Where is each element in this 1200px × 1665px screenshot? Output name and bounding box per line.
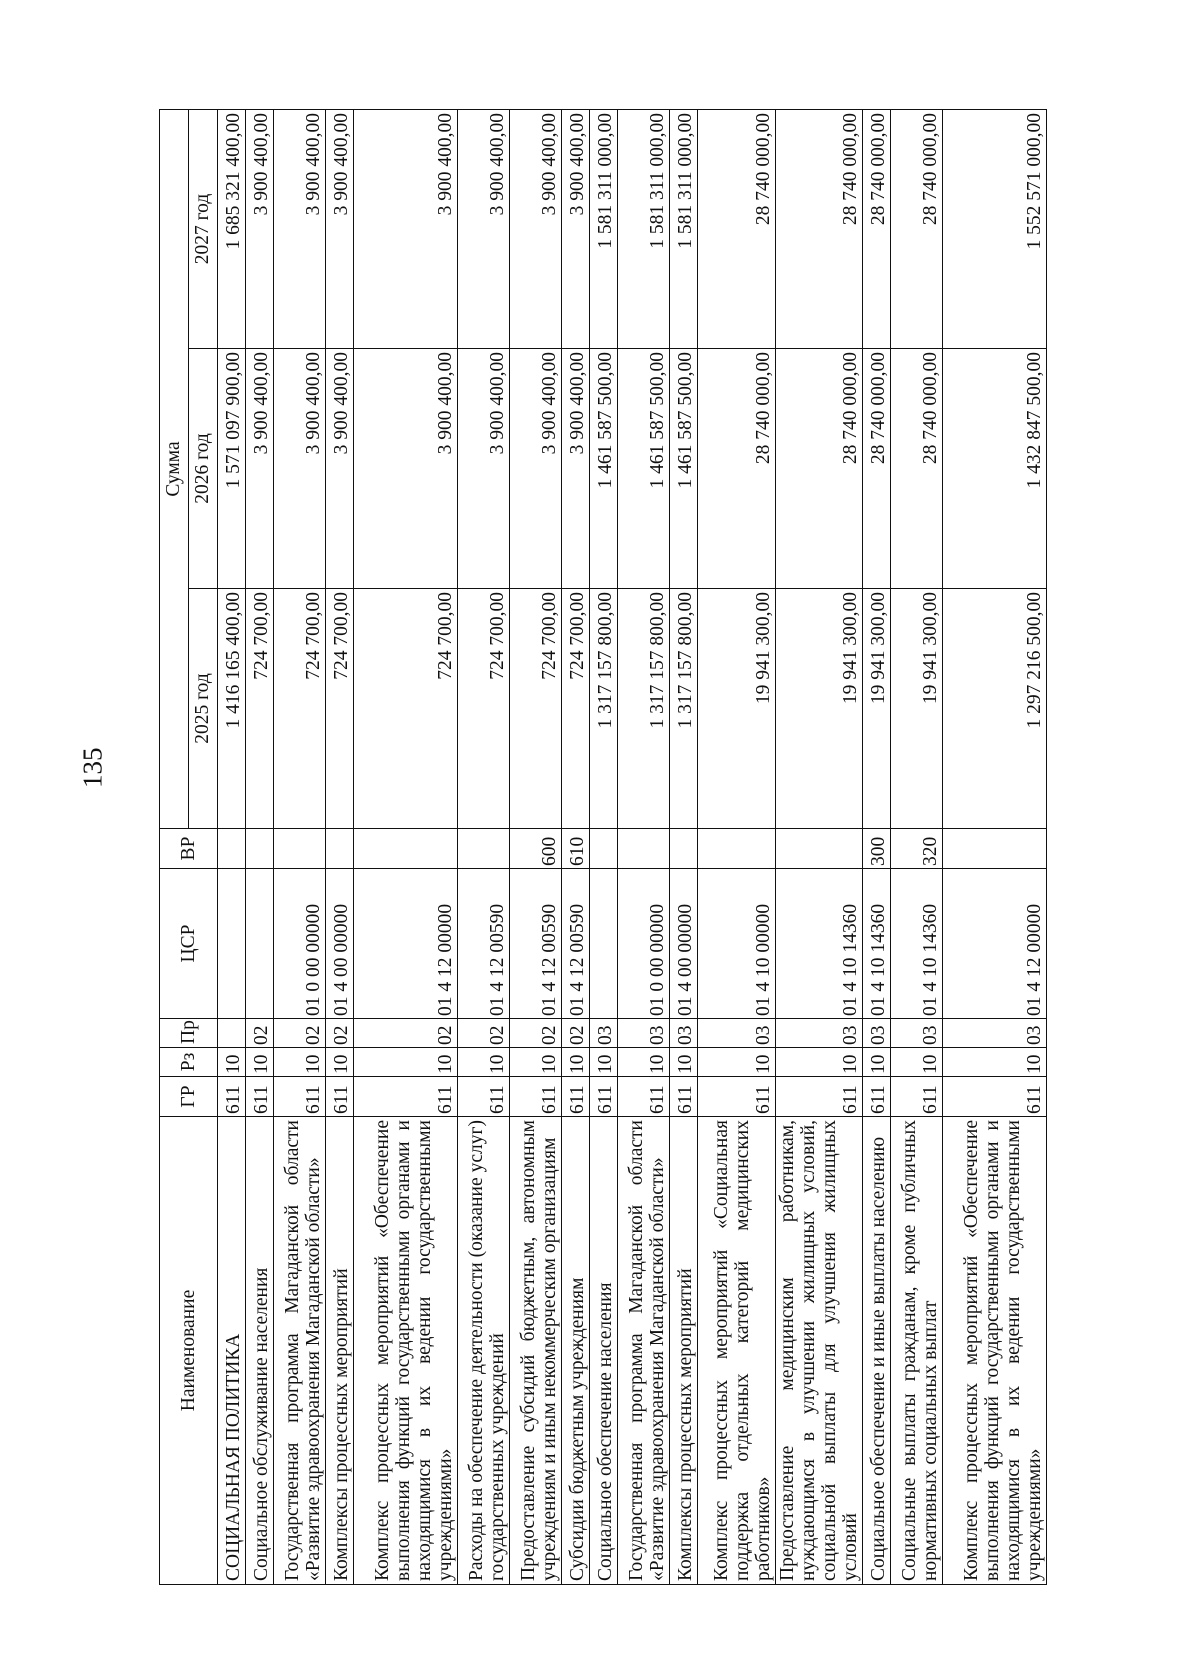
cell-pr [218,1019,246,1048]
cell-gr: 611 [510,1077,562,1117]
cell-rz: 10 [776,1048,863,1077]
cell-gr: 611 [274,1077,326,1117]
cell-name: Комплекс процессных мероприятий «Обеспечение выполнения функций государственными органами и находящимися в их ведении государственными учреждениями» [354,1117,458,1585]
cell-2025: 724 700,00 [562,589,590,829]
cell-2027: 3 900 400,00 [246,109,274,348]
header-vr: ВР [160,829,218,869]
cell-2025: 1 297 216 500,00 [943,589,1047,829]
table-row [510,109,562,1584]
cell-csr: 01 4 10 14360 [776,869,863,1019]
cell-vr [776,829,863,869]
cell-name: Социальное обеспечение населения [590,1117,618,1585]
table-row [354,109,458,1584]
cell-2026: 28 740 000,00 [891,349,943,589]
cell-gr: 611 [590,1077,618,1117]
cell-2025: 19 941 300,00 [891,589,943,829]
cell-vr [218,829,246,869]
cell-rz: 10 [246,1048,274,1077]
cell-vr: 600 [510,829,562,869]
cell-2025: 724 700,00 [458,589,510,829]
budget-table [159,109,1047,1585]
table-row [943,109,1047,1584]
cell-gr: 611 [326,1077,354,1117]
cell-gr: 611 [354,1077,458,1117]
cell-gr: 611 [458,1077,510,1117]
table-row [218,109,246,1584]
cell-rz: 10 [863,1048,891,1077]
cell-gr: 611 [863,1077,891,1117]
cell-2026: 3 900 400,00 [274,349,326,589]
table-row [618,109,670,1584]
cell-2027: 3 900 400,00 [274,109,326,348]
cell-name: Социальное обеспечение и иные выплаты населению [863,1117,891,1585]
cell-2026: 3 900 400,00 [326,349,354,589]
cell-pr: 03 [776,1019,863,1048]
cell-gr: 611 [246,1077,274,1117]
cell-2027: 1 552 571 000,00 [943,109,1047,348]
cell-2025: 1 317 157 800,00 [590,589,618,829]
cell-rz: 10 [354,1048,458,1077]
cell-name: Социальное обслуживание населения [246,1117,274,1585]
cell-csr: 01 4 12 00000 [354,869,458,1019]
cell-pr: 03 [670,1019,698,1048]
cell-2027: 3 900 400,00 [354,109,458,348]
header-gr: ГР [160,1077,218,1117]
cell-rz: 10 [274,1048,326,1077]
cell-pr: 02 [246,1019,274,1048]
cell-2026: 1 461 587 500,00 [670,349,698,589]
cell-rz: 10 [698,1048,776,1077]
cell-name: Государственная программа Магаданской области «Развитие здравоохранения Магаданской области» [618,1117,670,1585]
cell-csr: 01 0 00 00000 [618,869,670,1019]
cell-2025: 19 941 300,00 [698,589,776,829]
cell-rz: 10 [458,1048,510,1077]
cell-rz: 10 [510,1048,562,1077]
cell-csr: 01 4 10 14360 [863,869,891,1019]
header-year-2025: 2025 год [189,589,218,829]
cell-name: Субсидии бюджетным учреждениям [562,1117,590,1585]
header-year-2026: 2026 год [189,349,218,589]
cell-pr: 02 [354,1019,458,1048]
cell-2025: 724 700,00 [246,589,274,829]
cell-csr: 01 4 12 00590 [510,869,562,1019]
cell-rz: 10 [891,1048,943,1077]
cell-vr [274,829,326,869]
cell-2025: 724 700,00 [326,589,354,829]
cell-2025: 19 941 300,00 [863,589,891,829]
cell-name: Расходы на обеспечение деятельности (оказание услуг) государственных учреждений [458,1117,510,1585]
cell-2027: 3 900 400,00 [326,109,354,348]
cell-csr: 01 4 00 00000 [326,869,354,1019]
table-header [160,109,218,1584]
cell-vr: 320 [891,829,943,869]
cell-2026: 28 740 000,00 [698,349,776,589]
cell-pr: 02 [562,1019,590,1048]
cell-vr [618,829,670,869]
cell-rz: 10 [326,1048,354,1077]
cell-rz: 10 [943,1048,1047,1077]
cell-csr [218,869,246,1019]
cell-gr: 611 [698,1077,776,1117]
cell-pr: 03 [618,1019,670,1048]
cell-2025: 1 416 165 400,00 [218,589,246,829]
table-row [863,109,891,1584]
cell-2026: 3 900 400,00 [354,349,458,589]
cell-pr: 03 [943,1019,1047,1048]
cell-2027: 28 740 000,00 [776,109,863,348]
cell-csr [246,869,274,1019]
cell-2027: 28 740 000,00 [863,109,891,348]
cell-rz: 10 [590,1048,618,1077]
cell-name: Комплекс процессных мероприятий «Обеспечение выполнения функций государственными органами и находящимися в их ведении государственными учреждениями» [943,1117,1047,1585]
header-name: Наименование [160,1117,218,1585]
cell-vr: 610 [562,829,590,869]
header-year-2027: 2027 год [189,109,218,348]
table-row [458,109,510,1584]
header-pr: Пр [160,1019,218,1048]
header-rz: Рз [160,1048,218,1077]
cell-2027: 1 581 311 000,00 [618,109,670,348]
cell-pr: 02 [458,1019,510,1048]
table-row [590,109,618,1584]
cell-rz: 10 [670,1048,698,1077]
cell-csr [590,869,618,1019]
cell-pr: 03 [891,1019,943,1048]
cell-2025: 1 317 157 800,00 [618,589,670,829]
cell-rz: 10 [562,1048,590,1077]
cell-vr [326,829,354,869]
table-body [218,109,1047,1584]
cell-pr: 02 [510,1019,562,1048]
cell-vr [246,829,274,869]
cell-csr: 01 4 12 00590 [562,869,590,1019]
cell-pr: 03 [863,1019,891,1048]
page-number: 135 [77,747,108,788]
cell-2026: 3 900 400,00 [458,349,510,589]
cell-2025: 1 317 157 800,00 [670,589,698,829]
cell-vr [354,829,458,869]
cell-rz: 10 [618,1048,670,1077]
cell-pr: 03 [698,1019,776,1048]
cell-gr: 611 [891,1077,943,1117]
cell-gr: 611 [776,1077,863,1117]
cell-name: СОЦИАЛЬНАЯ ПОЛИТИКА [218,1117,246,1585]
cell-2026: 28 740 000,00 [863,349,891,589]
cell-name: Социальные выплаты гражданам, кроме публичных нормативных социальных выплат [891,1117,943,1585]
cell-2026: 1 571 097 900,00 [218,349,246,589]
table-row [776,109,863,1584]
cell-2027: 28 740 000,00 [698,109,776,348]
cell-2026: 1 432 847 500,00 [943,349,1047,589]
cell-pr: 02 [326,1019,354,1048]
cell-2026: 1 461 587 500,00 [590,349,618,589]
cell-2026: 3 900 400,00 [510,349,562,589]
cell-2026: 28 740 000,00 [776,349,863,589]
cell-csr: 01 4 10 14360 [891,869,943,1019]
cell-vr [943,829,1047,869]
cell-name: Комплексы процессных мероприятий [670,1117,698,1585]
table-row [698,109,776,1584]
table-row [274,109,326,1584]
cell-pr: 02 [274,1019,326,1048]
cell-vr: 300 [863,829,891,869]
cell-2027: 1 581 311 000,00 [670,109,698,348]
cell-csr: 01 0 00 00000 [274,869,326,1019]
header-csr: ЦСР [160,869,218,1019]
cell-2027: 28 740 000,00 [891,109,943,348]
cell-2025: 724 700,00 [354,589,458,829]
cell-vr [670,829,698,869]
cell-2025: 19 941 300,00 [776,589,863,829]
cell-2027: 1 581 311 000,00 [590,109,618,348]
cell-2025: 724 700,00 [510,589,562,829]
cell-gr: 611 [943,1077,1047,1117]
cell-vr [698,829,776,869]
cell-pr: 03 [590,1019,618,1048]
cell-2027: 1 685 321 400,00 [218,109,246,348]
cell-name: Предоставление субсидий бюджетным, автономным учреждениям и иным некоммерческим организациям [510,1117,562,1585]
cell-rz: 10 [218,1048,246,1077]
table-row [326,109,354,1584]
cell-2026: 3 900 400,00 [246,349,274,589]
table-row [246,109,274,1584]
cell-gr: 611 [618,1077,670,1117]
header-sum: Сумма [160,109,189,828]
rotated-budget-table [159,110,1044,1585]
table-row [562,109,590,1584]
cell-gr: 611 [218,1077,246,1117]
table-row [670,109,698,1584]
cell-vr [590,829,618,869]
cell-csr: 01 4 00 00000 [670,869,698,1019]
cell-gr: 611 [670,1077,698,1117]
cell-csr: 01 4 10 00000 [698,869,776,1019]
cell-2026: 1 461 587 500,00 [618,349,670,589]
cell-gr: 611 [562,1077,590,1117]
cell-csr: 01 4 12 00590 [458,869,510,1019]
cell-2027: 3 900 400,00 [562,109,590,348]
cell-2027: 3 900 400,00 [458,109,510,348]
cell-2026: 3 900 400,00 [562,349,590,589]
cell-name: Государственная программа Магаданской области «Развитие здравоохранения Магаданской области» [274,1117,326,1585]
cell-name: Комплексы процессных мероприятий [326,1117,354,1585]
cell-name: Комплекс процессных мероприятий «Социальная поддержка отдельных категорий медицинских работников» [698,1117,776,1585]
cell-2025: 724 700,00 [274,589,326,829]
cell-vr [458,829,510,869]
cell-name: Предоставление медицинским работникам, нуждающимся в улучшении жилищных условий, социальной выплаты для улучшения жилищных условий [776,1117,863,1585]
cell-2027: 3 900 400,00 [510,109,562,348]
cell-csr: 01 4 12 00000 [943,869,1047,1019]
table-row [891,109,943,1584]
